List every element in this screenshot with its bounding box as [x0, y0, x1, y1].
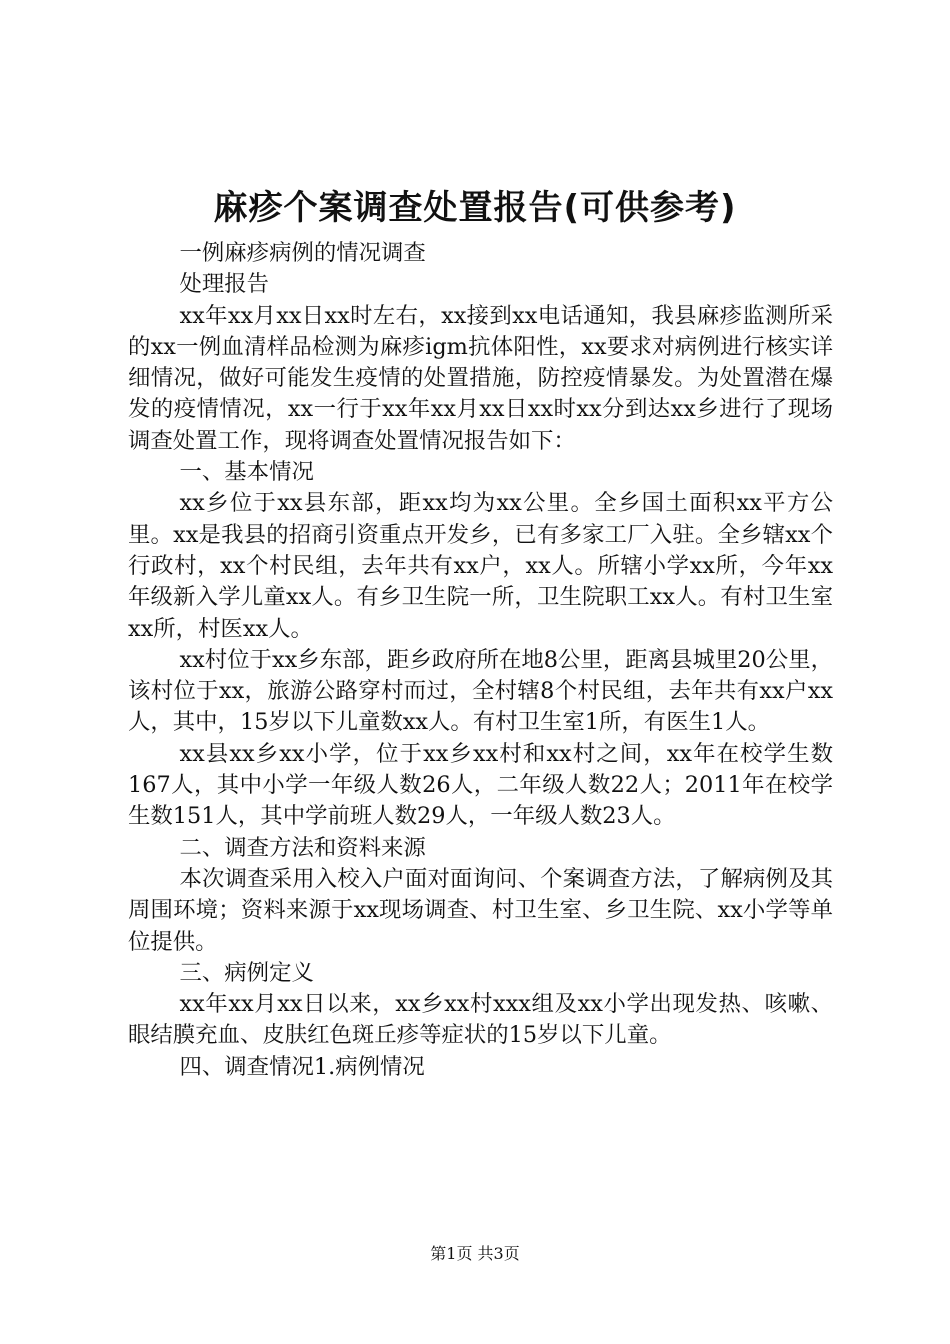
section-heading-basic-info: 一、基本情况 — [179, 459, 314, 486]
paragraph-intro: xx年xx月xx日xx时左右，xx接到xx电话通知，我县麻疹监测所采的xx一例血清样品检测为麻疹igm抗体阳性，xx要求对病例进行核实详细情况，做好可能发生疫情的处置措施，防控疫情暴发。为处置潜在爆发的疫情情况，xx一行于xx年xx月xx日xx时xx分到达xx乡进行了现场调查处置工作，现将调查处置情况报告如下： — [128, 302, 833, 454]
section-heading-methods: 二、调查方法和资料来源 — [179, 834, 426, 861]
section-heading-investigation: 四、调查情况1.病例情况 — [179, 1053, 425, 1080]
paragraph-village-info: xx村位于xx乡东部，距乡政府所在地8公里，距离县城里20公里，该村位于xx，旅游公路穿村而过，全村辖8个村民组，去年共有xx户xx人，其中，15岁以下儿童数xx人。有村卫生室1所，有医生1人。 — [128, 646, 833, 736]
document-title: 麻疹个案调查处置报告(可供参考) — [213, 188, 737, 228]
document-body — [128, 238, 833, 1083]
paragraph-township-info: xx乡位于xx县东部，距xx均为xx公里。全乡国土面积xx平方公里。xx是我县的招商引资重点开发乡，已有多家工厂入驻。全乡辖xx个行政村，xx个村民组，去年共有xx户，xx人。所辖小学xx所，今年xx年级新入学儿童xx人。有乡卫生院一所，卫生院职工xx人。有村卫生室xx所，村医xx人。 — [128, 490, 833, 642]
paragraph-case-definition: xx年xx月xx日以来，xx乡xx村xxx组及xx小学出现发热、咳嗽、眼结膜充血、皮肤红色斑丘疹等症状的15岁以下儿童。 — [128, 991, 833, 1049]
paragraph-subtitle-1: 一例麻疹病例的情况调查 — [179, 240, 426, 266]
page-footer: 第1页 共3页 — [430, 1244, 520, 1263]
section-heading-case-definition: 三、病例定义 — [179, 959, 314, 986]
paragraph-subtitle-2: 处理报告 — [179, 271, 270, 298]
paragraph-school-info: xx县xx乡xx小学，位于xx乡xx村和xx村之间，xx年在校学生数167人，其中小学一年级人数26人，二年级人数22人；2011年在校学生数151人，其中学前班人数29人，一年级人数23人。 — [128, 740, 833, 830]
paragraph-methods: 本次调查采用入校入户面对面询问、个案调查方法，了解病例及其周围环境；资料来源于xx现场调查、村卫生室、乡卫生院、xx小学等单位提供。 — [128, 865, 833, 955]
